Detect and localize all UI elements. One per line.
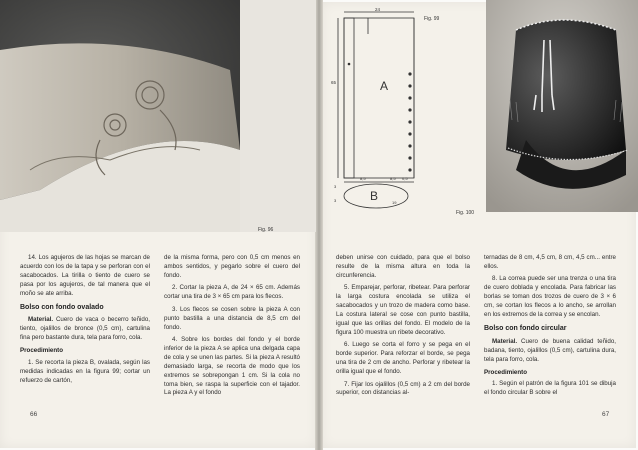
paragraph-14: 14. Los agujeros de las hojas se marcan de acuerdo con los de la tapa y se perforan con el sacabocados. La tirilla o tiento de cuero se pasa por los agujeros, de tal manera que el moño se ate arriba. xyxy=(20,254,150,297)
piece-a-label: A xyxy=(380,79,389,93)
fig-96-caption: Fig. 96 xyxy=(258,227,274,233)
dim-3: 3 xyxy=(334,184,337,189)
paragraph-5: 5. Emparejar, perforar, ribetear. Para perforar la larga costura encolada se utiliza el sacabocados y un trozo de madera como base. La costura lateral se cose con punto bastilla, igual que las orillas del fondo. El modelo de la figura 100 muestra un ribete decorativo. xyxy=(336,284,470,336)
paragraph-1: 1. Se recorta la pieza B, ovalada, según las medidas indicadas en la figura 99; cortar un refuerzo de cartón, xyxy=(20,359,150,384)
materials-label: Material. xyxy=(28,316,54,324)
materials-text: Cuero de buena calidad teñido, badana, tiento, ojalillos (0,5 cm), cartulina dura, tela para forro, cola. xyxy=(484,337,616,363)
section-heading-oval: Bolso con fondo ovalado xyxy=(20,303,104,311)
left-page-column-1 xyxy=(20,254,150,389)
pattern-diagram xyxy=(330,4,456,216)
paragraph-continued: ternadas de 8 cm, 4,5 cm, 8 cm, 4,5 cm... entre ellos. xyxy=(484,254,616,270)
materials-label: Material. xyxy=(492,337,518,345)
paragraph-2: 2. Cortar la pieza A, de 24 × 65 cm. Además cortar una tira de 3 × 65 cm para los flecos. xyxy=(164,284,300,301)
section-heading-circular: Bolso con fondo circular xyxy=(484,324,567,332)
dim-8-5-a: 8,5 xyxy=(360,176,366,181)
dim-24: 24 xyxy=(375,7,381,12)
dim-0-5: 0,5 xyxy=(402,176,408,181)
paragraph-3: 3. Los flecos se cosen sobre la pieza A con punto bastilla a una distancia de 8,5 cm del fondo. xyxy=(164,305,300,331)
dim-19: 19 xyxy=(392,200,397,205)
page-number-left: 66 xyxy=(30,411,38,418)
paragraph-continued: deben unirse con cuidado, para que el bolso resulte de la misma altura en toda la circunferencia. xyxy=(336,254,470,279)
fig-99-caption: Fig. 99 xyxy=(424,16,440,22)
paragraph-8: 8. La correa puede ser una trenza o una tira de cuero doblada y encolada. Para fabricar las borlas se toman dos trozos de cuero de 3 × 6 cm, se cortan los flecos a lo ancho, se arrollan en los extremos de la correa y se encolan. xyxy=(484,275,616,319)
materials-text: Cuero de vaca o becerro teñido, tiento, ojalillos de bronce (0,5 cm), cartulina fina pero bastante dura, tela para forro, cola. xyxy=(20,316,150,342)
paragraph-6: 6. Luego se corta el forro y se pega en el borde superior. Para reforzar el borde, se pega una tira de 2 cm de ancho. Perforar y ribetear la orilla igual que el fondo. xyxy=(336,341,470,376)
dim-65: 65 xyxy=(331,80,337,85)
procedure-heading: Procedimiento xyxy=(484,368,527,376)
leather-tooled-cylinder-photo xyxy=(0,0,316,232)
paragraph-continued: de la misma forma, pero con 0,5 cm menos en ambos sentidos, y pegarlo sobre el cuero del fondo. xyxy=(164,254,300,279)
book-gutter xyxy=(315,0,323,450)
procedure-heading: Procedimiento xyxy=(20,347,63,355)
left-page-column-2 xyxy=(164,254,300,402)
paragraph-1: 1. Según el patrón de la figura 101 se dibuja el fondo circular B sobre el xyxy=(484,380,616,397)
page-number-right: 67 xyxy=(602,411,610,418)
fig-100-caption: Fig. 100 xyxy=(456,210,475,216)
paragraph-4: 4. Sobre los bordes del fondo y el borde inferior de la pieza A se aplica una delgada capa de cola y se unen las partes. Si la pieza A resultó demasiado larga, se recorta de modo que los extremos se sobrepongan 1 cm. Si la cola no toma bien, se raspa la superficie con el tajador. La pieza A y el fondo xyxy=(164,336,300,397)
right-page-column-2 xyxy=(484,254,616,402)
piece-b-label: B xyxy=(370,189,379,203)
dim-8-5-b: 8,5 xyxy=(390,176,396,181)
dim-3-b: 3 xyxy=(334,198,337,203)
leather-bucket-bag-photo xyxy=(486,0,638,212)
paragraph-7: 7. Fijar los ojalillos (0,5 cm) a 2 cm del borde superior, con distancias al- xyxy=(336,380,470,397)
right-page-column-1 xyxy=(336,254,470,402)
